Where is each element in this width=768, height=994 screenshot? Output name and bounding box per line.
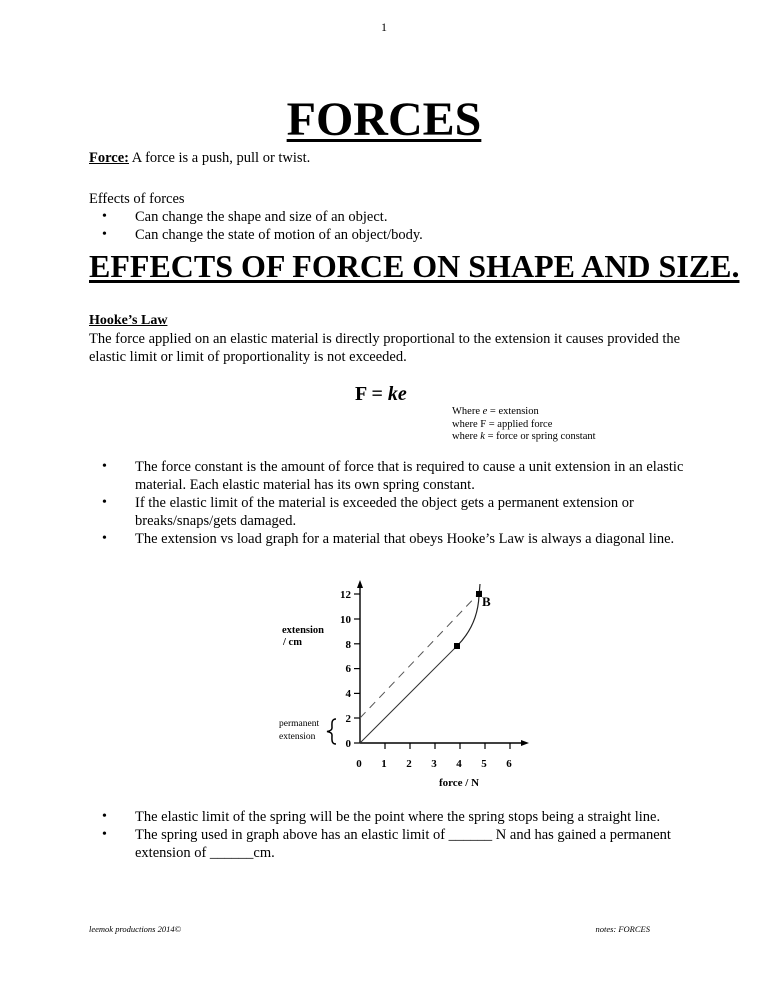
x-tick-label: 6 bbox=[506, 758, 512, 770]
legend-prefix: where bbox=[452, 431, 481, 442]
x-axis-label: force / N bbox=[438, 777, 480, 789]
x-axis-arrow-icon bbox=[521, 740, 529, 746]
legend-var: e bbox=[482, 406, 488, 417]
y-tick-label: 0 bbox=[345, 738, 351, 750]
y-tick-label: 6 bbox=[345, 663, 351, 675]
questions-list bbox=[89, 808, 689, 862]
legend-line bbox=[452, 431, 596, 444]
list-item: • If the elastic limit of the material is exceeded the object gets a permanent extension or breaks/snaps/gets damaged. bbox=[89, 494, 689, 530]
x-tick-label: 5 bbox=[481, 758, 487, 770]
definition-term: Force: bbox=[89, 150, 129, 166]
page-number: 1 bbox=[381, 20, 387, 34]
point-b-label: B bbox=[482, 594, 491, 609]
legend-line bbox=[452, 406, 596, 419]
formula-right: ke bbox=[387, 383, 407, 405]
hookes-law-text: The force applied on an elastic material is directly proportional to the extension it causes provided the elastic limit or limit of proportionality is not exceeded. bbox=[89, 331, 681, 365]
y-tick-label: 4 bbox=[345, 688, 351, 700]
page-title-text: FORCES bbox=[286, 93, 482, 146]
y-tick-label: 8 bbox=[345, 639, 351, 651]
brace-icon bbox=[327, 719, 336, 744]
list-item: • Can change the shape and size of an object. bbox=[89, 208, 689, 226]
section-heading-text: EFFECTS OF FORCE ON SHAPE AND SIZE. bbox=[89, 248, 740, 284]
y-tick-label: 2 bbox=[345, 713, 351, 725]
legend-var: k bbox=[480, 431, 485, 442]
unloading-dashed-line bbox=[360, 590, 482, 718]
section-heading bbox=[89, 247, 739, 285]
extension-force-graph bbox=[270, 578, 530, 793]
elastic-limit-point bbox=[454, 643, 460, 649]
list-item: • Can change the state of motion of an object/body. bbox=[89, 226, 689, 244]
y-axis-label-line2: / cm bbox=[283, 637, 302, 648]
list-item: • The force constant is the amount of force that is required to cause a unit extension in an elastic material. Each elastic material has its own spring constant. bbox=[89, 458, 689, 494]
y-tick-label: 12 bbox=[340, 589, 351, 601]
formula-left: F = bbox=[355, 383, 388, 405]
linear-region-line bbox=[360, 646, 457, 743]
x-tick-label: 0 bbox=[356, 758, 362, 770]
formula-legend bbox=[452, 406, 596, 444]
x-tick-label: 2 bbox=[406, 758, 412, 770]
list-item: • The spring used in graph above has an elastic limit of ______ N and has gained a permanent extension of ______cm. bbox=[89, 826, 689, 862]
legend-prefix: where F = applied force bbox=[452, 418, 553, 430]
bracket-label-line1: permanent bbox=[279, 719, 320, 729]
effects-list bbox=[89, 208, 689, 244]
legend-suffix: = extension bbox=[487, 406, 539, 417]
footer-title: notes: FORCES bbox=[595, 924, 650, 934]
y-tick-label: 10 bbox=[340, 614, 351, 626]
bracket-label-line2: extension bbox=[279, 732, 316, 742]
force-definition bbox=[89, 149, 310, 167]
y-axis-label-line1: extension bbox=[282, 625, 324, 636]
facts-list bbox=[89, 458, 689, 548]
legend-prefix: Where bbox=[452, 406, 483, 417]
definition-text: A force is a push, pull or twist. bbox=[128, 150, 311, 166]
list-item: • The extension vs load graph for a material that obeys Hooke’s Law is always a diagonal line. bbox=[89, 530, 689, 548]
x-tick-label: 4 bbox=[456, 758, 462, 770]
list-item: • The elastic limit of the spring will be the point where the spring stops being a straight line. bbox=[89, 808, 689, 826]
legend-line bbox=[452, 419, 596, 432]
effects-heading: Effects of forces bbox=[89, 191, 185, 207]
hookes-law-heading: Hooke’s Law bbox=[89, 313, 168, 328]
formula bbox=[355, 383, 407, 406]
x-tick-label: 1 bbox=[381, 758, 387, 770]
footer-copyright: leemok productions 2014© bbox=[89, 924, 182, 934]
x-tick-label: 3 bbox=[431, 758, 437, 770]
page-title bbox=[0, 92, 768, 148]
legend-suffix: = force or spring constant bbox=[484, 431, 596, 442]
axes bbox=[360, 584, 524, 743]
y-axis-arrow-icon bbox=[357, 580, 363, 588]
